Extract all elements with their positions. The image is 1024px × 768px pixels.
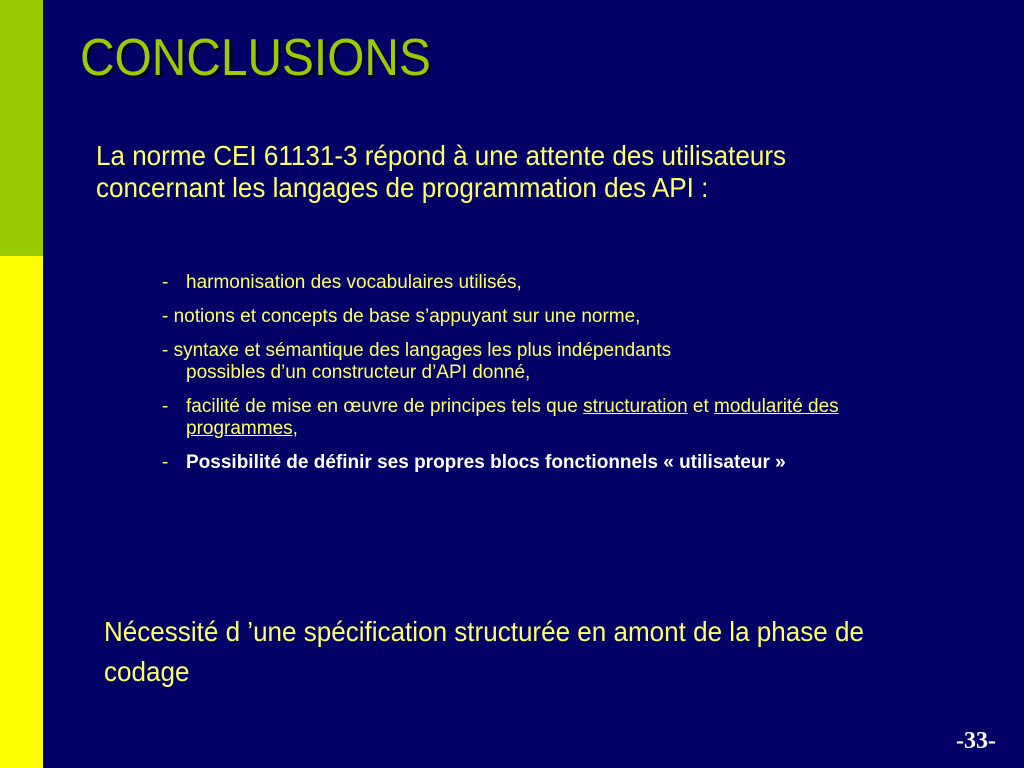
- list-item-text: facilité de mise en œuvre de principes tels que: [186, 396, 584, 417]
- list-item: [162, 452, 922, 474]
- list-item: [162, 272, 922, 294]
- list-item: [162, 340, 922, 384]
- page-number: -33-: [956, 728, 996, 754]
- bullet-dash: -: [162, 396, 169, 417]
- bullet-dash: -: [162, 452, 169, 473]
- bullet-list: [162, 272, 922, 486]
- list-item-text-highlight: Possibilité de définir ses propres blocs fonctionnels « utilisateur »: [186, 452, 786, 473]
- slide-title: CONCLUSIONS: [80, 29, 431, 87]
- link-structuration[interactable]: structuration: [583, 396, 688, 417]
- list-item: [162, 306, 922, 328]
- intro-paragraph: La norme CEI 61131-3 répond à une attente des utilisateurs concernant les langages de programmation des API :: [96, 140, 787, 203]
- list-item: [162, 396, 922, 440]
- list-item-text-joiner: et: [687, 396, 715, 417]
- side-bar-yellow: [0, 256, 43, 768]
- conclusion-text: Nécessité d ’une spécification structurée en amont de la phase de codage: [104, 616, 864, 687]
- side-bar-green: [0, 0, 43, 256]
- bullet-dash: -: [162, 272, 169, 293]
- list-item-text: - syntaxe et sémantique des langages les plus indépendants: [162, 340, 672, 361]
- list-item-continuation: possibles d’un constructeur d’API donné,: [186, 362, 531, 383]
- list-item-text: harmonisation des vocabulaires utilisés,: [186, 272, 522, 293]
- list-item-text: - notions et concepts de base s’appuyant sur une norme,: [162, 306, 641, 327]
- link-modularite[interactable]: modularité des programmes,: [186, 396, 839, 439]
